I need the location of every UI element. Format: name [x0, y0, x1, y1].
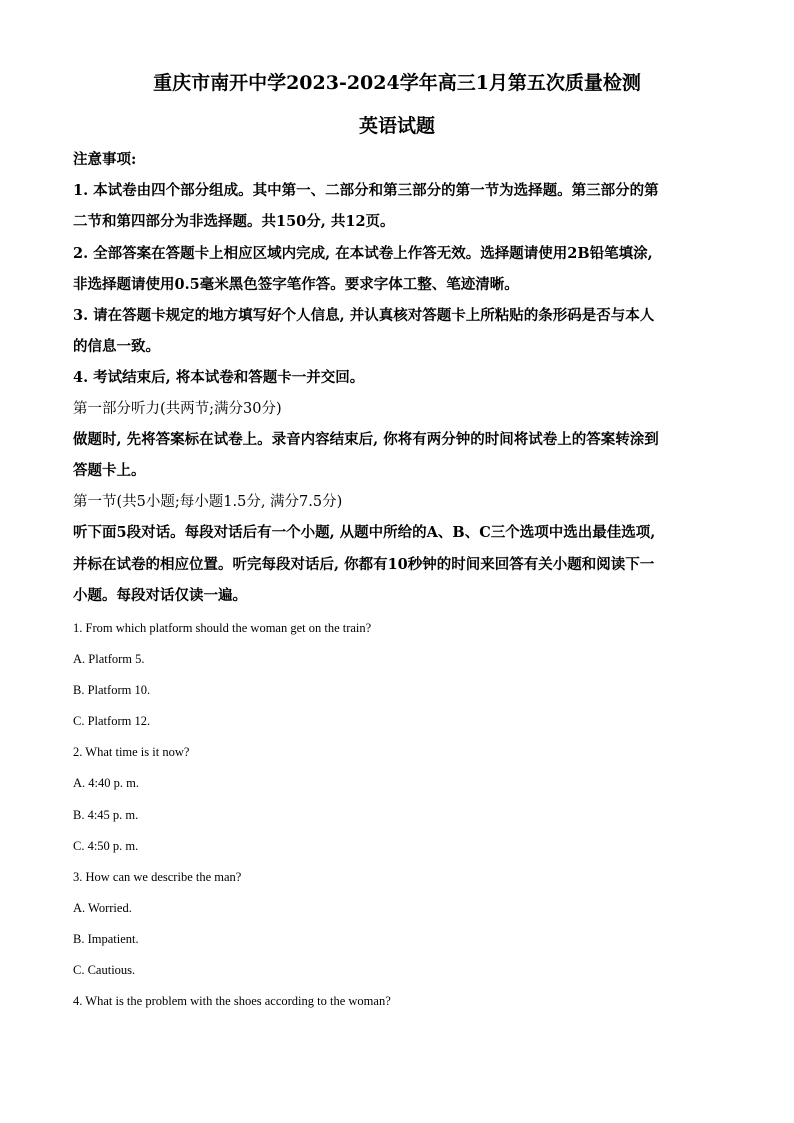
notes-heading: 注意事项:: [73, 151, 137, 168]
section1-instruction: 小题。每段对话仅读一遍。: [73, 587, 247, 604]
notes-line: 的信息一致。: [73, 338, 160, 355]
notes-line: 2. 全部答案在答题卡上相应区域内完成, 在本试卷上作答无效。选择题请使用2B铅笔填涂,: [73, 245, 653, 262]
section1-heading: 第一节(共5小题;每小题1.5分, 满分7.5分): [73, 494, 343, 510]
notes-line: 4. 考试结束后, 将本试卷和答题卡一并交回。: [73, 369, 365, 386]
answer-option: C. Platform 12.: [73, 714, 151, 728]
answer-option: A. Worried.: [73, 901, 132, 915]
answer-option: B. 4:45 p. m.: [73, 808, 139, 822]
answer-option: C. Cautious.: [73, 963, 136, 977]
section1-instruction: 听下面5段对话。每段对话后有一个小题, 从题中所给的A、B、C三个选项中选出最佳选项,: [73, 524, 656, 541]
answer-option: B. Impatient.: [73, 932, 139, 946]
answer-option: A. Platform 5.: [73, 652, 145, 666]
exam-title: 重庆市南开中学2023-2024学年高三1月第五次质量检测: [153, 72, 641, 94]
notes-line: 二节和第四部分为非选择题。共150分, 共12页。: [73, 213, 395, 230]
part1-instruction: 做题时, 先将答案标在试卷上。录音内容结束后, 你将有两分钟的时间将试卷上的答案转涂到: [73, 431, 659, 448]
notes-line: 1. 本试卷由四个部分组成。其中第一、二部分和第三部分的第一节为选择题。第三部分的第: [73, 182, 659, 199]
question-stem: 3. How can we describe the man?: [73, 870, 242, 884]
section1-instruction: 并标在试卷的相应位置。听完每段对话后, 你都有10秒钟的时间来回答有关小题和阅读下一: [73, 556, 655, 573]
answer-option: B. Platform 10.: [73, 683, 151, 697]
question-stem: 1. From which platform should the woman get on the train?: [73, 621, 372, 635]
question-stem: 2. What time is it now?: [73, 745, 190, 759]
notes-line: 3. 请在答题卡规定的地方填写好个人信息, 并认真核对答题卡上所粘贴的条形码是否与本人: [73, 307, 655, 324]
question-stem: 4. What is the problem with the shoes according to the woman?: [73, 994, 391, 1008]
notes-line: 非选择题请使用0.5毫米黑色签字笔作答。要求字体工整、笔迹清晰。: [73, 276, 519, 293]
answer-option: C. 4:50 p. m.: [73, 839, 139, 853]
answer-option: A. 4:40 p. m.: [73, 776, 139, 790]
exam-subtitle: 英语试题: [358, 115, 435, 137]
part1-instruction: 答题卡上。: [73, 462, 146, 479]
part1-heading: 第一部分听力(共两节;满分30分): [73, 401, 282, 417]
